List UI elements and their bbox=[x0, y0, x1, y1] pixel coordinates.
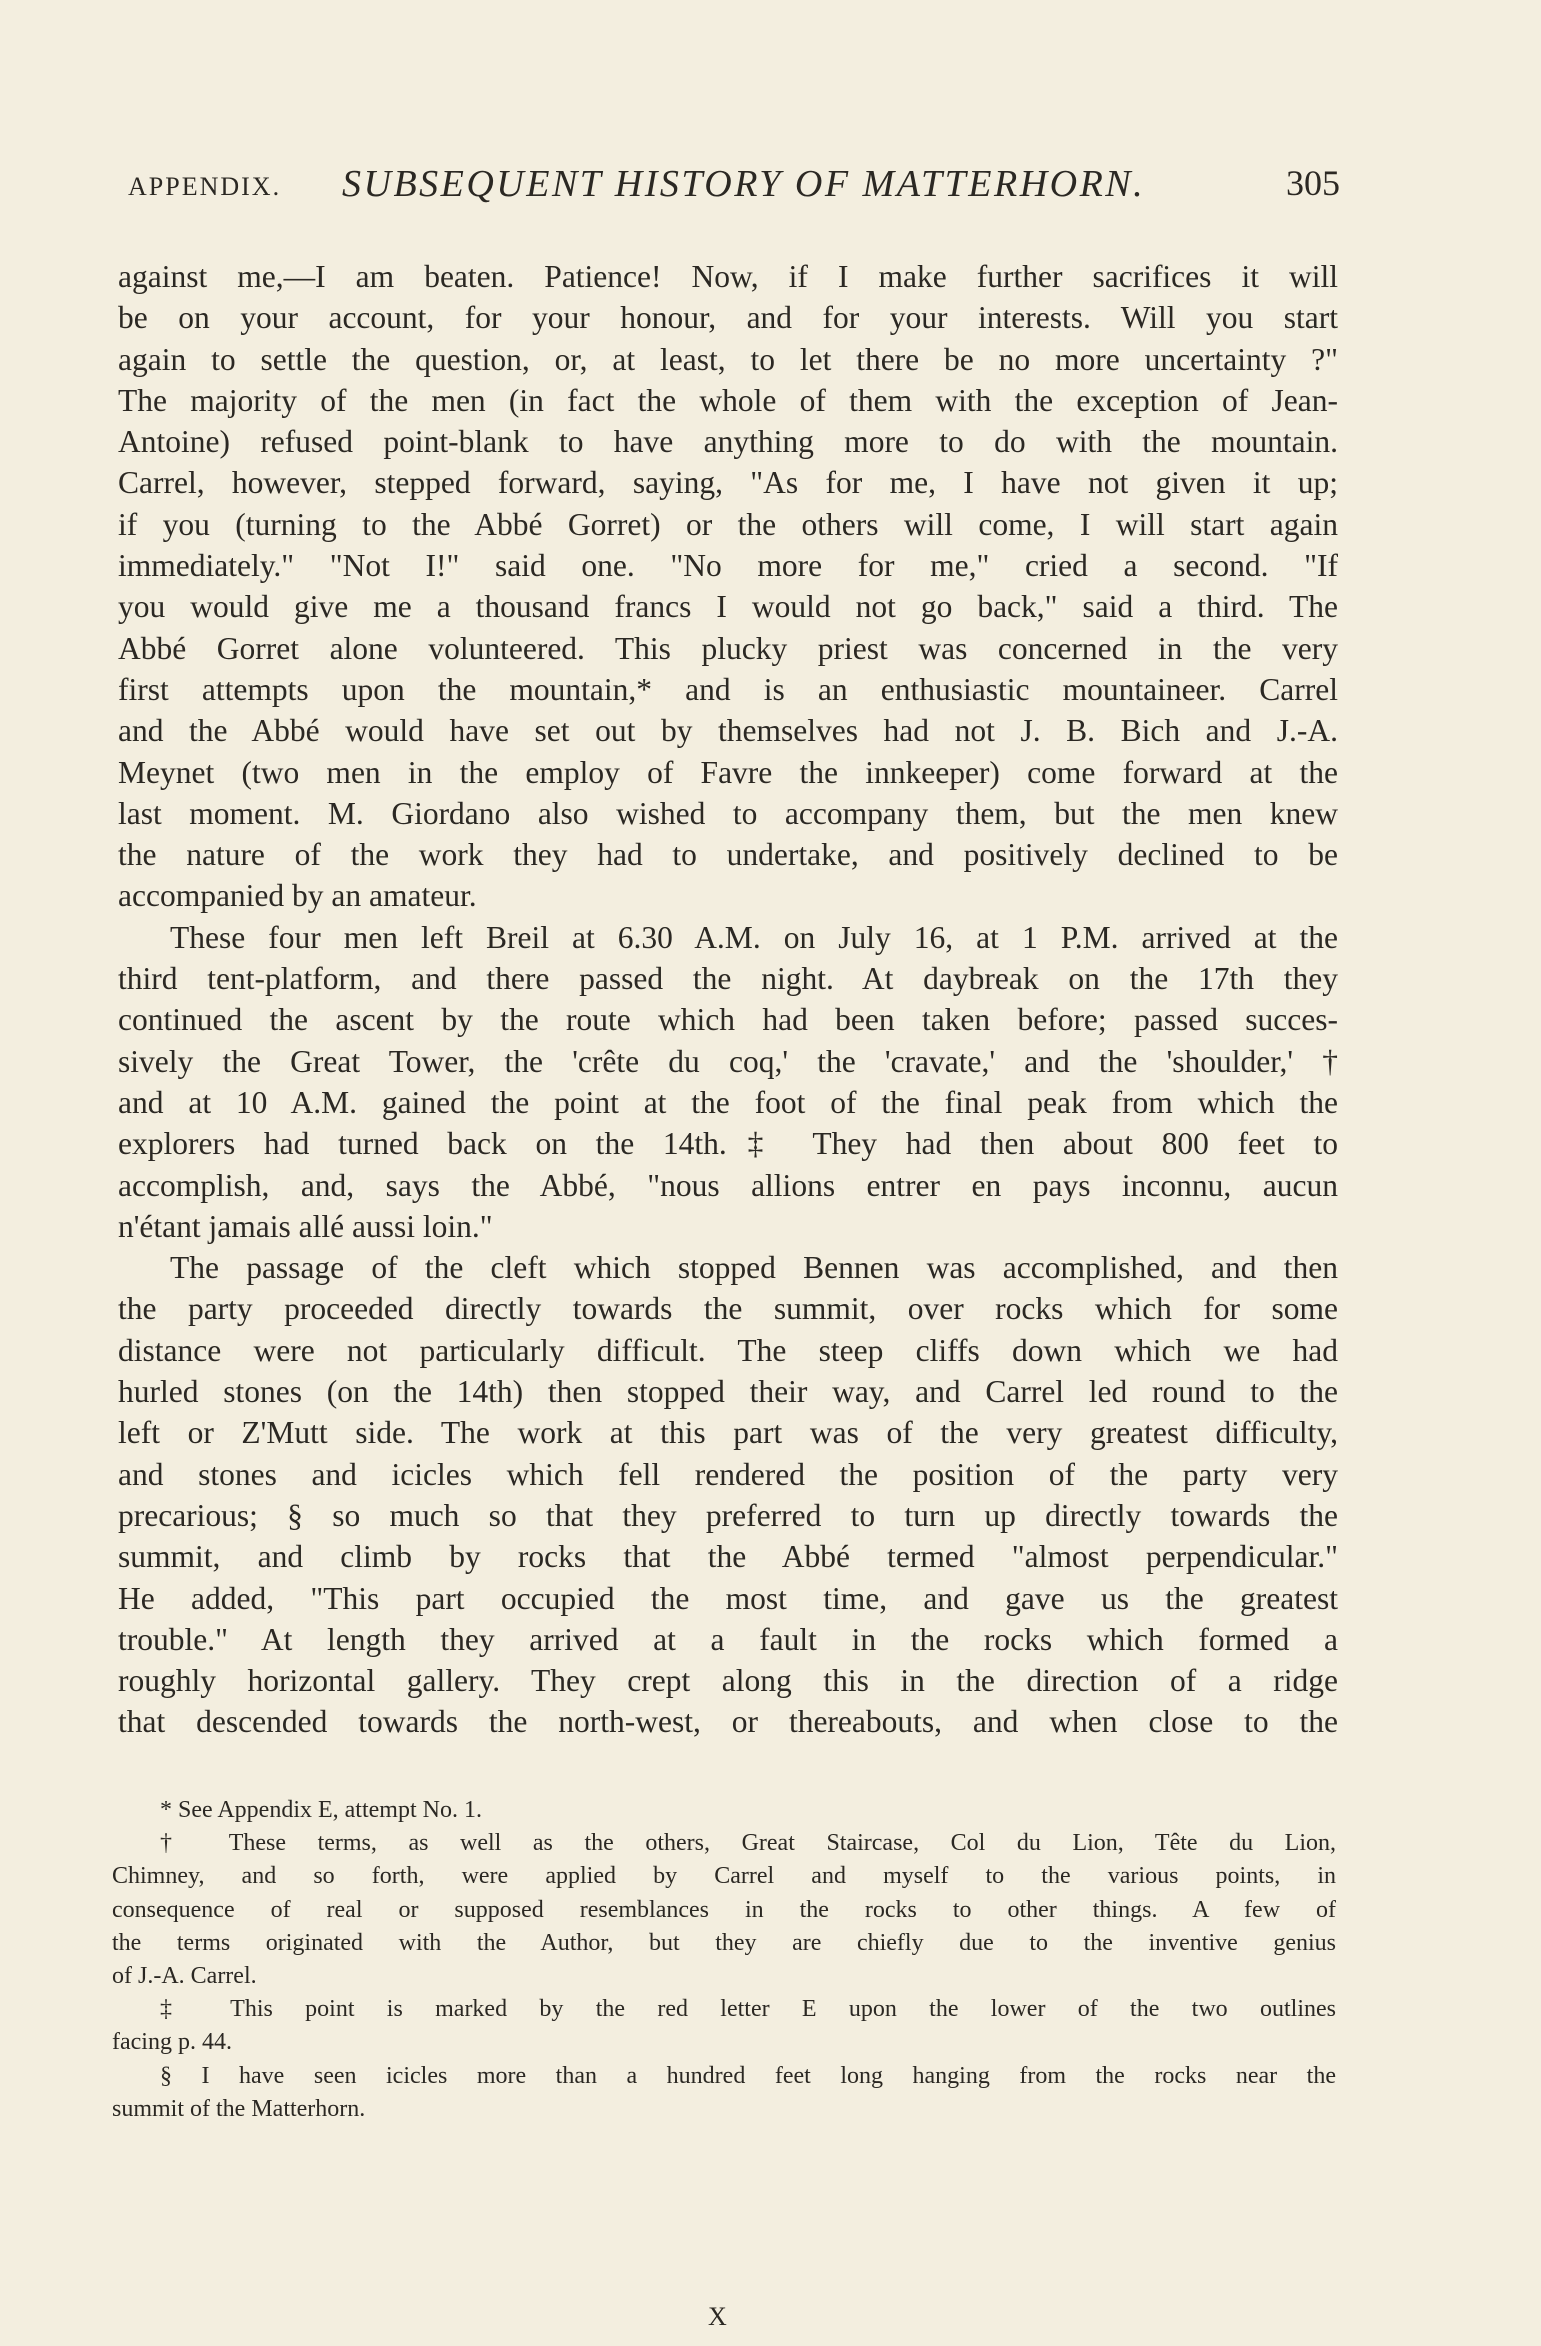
text-line: explorers had turned back on the 14th.‡ They had then about 800 feet to bbox=[118, 1126, 1338, 1162]
text-line: against me,—I am beaten. Patience! Now, if I make further sacrifices it will bbox=[118, 259, 1338, 294]
text-line: third tent-platform, and there passed the night. At daybreak on the 17th they bbox=[118, 961, 1338, 997]
footnote-line: summit of the Matterhorn. bbox=[112, 2095, 366, 2122]
text-line: trouble." At length they arrived at a fault in the rocks which formed a bbox=[118, 1621, 1338, 1657]
text-line: He added, "This part occupied the most time, and gave us the greatest bbox=[118, 1580, 1338, 1616]
text-line: hurled stones (on the 14th) then stopped their way, and Carrel led round to the bbox=[118, 1374, 1338, 1410]
header-title: SUBSEQUENT HISTORY OF MATTERHORN. bbox=[342, 163, 1146, 205]
text-line: Carrel, however, stepped forward, saying, "As for me, I have not given it up; bbox=[118, 465, 1338, 501]
signature-mark: X bbox=[708, 2302, 729, 2331]
footnote-line: of J.-A. Carrel. bbox=[112, 1962, 257, 1989]
text-line: left or Z'Mutt side. The work at this part was of the very greatest difficulty, bbox=[118, 1415, 1338, 1451]
text-line: if you (turning to the Abbé Gorret) or the others will come, I will start again bbox=[118, 506, 1338, 542]
text-line: first attempts upon the mountain,* and is an enthusiastic mountaineer. Carrel bbox=[118, 671, 1338, 707]
text-line: precarious; § so much so that they preferred to turn up directly towards the bbox=[118, 1497, 1338, 1533]
text-line: and stones and icicles which fell rendered the position of the party very bbox=[118, 1456, 1338, 1492]
text-line: that descended towards the north-west, or thereabouts, and when close to the bbox=[118, 1704, 1338, 1740]
text-line: again to settle the question, or, at least, to let there be no more uncertainty ?" bbox=[118, 341, 1338, 377]
text-line: the party proceeded directly towards the summit, over rocks which for some bbox=[118, 1291, 1338, 1327]
text-line: accomplish, and, says the Abbé, "nous allions entrer en pays inconnu, aucun bbox=[118, 1167, 1338, 1203]
text-line: Abbé Gorret alone volunteered. This plucky priest was concerned in the very bbox=[118, 630, 1338, 666]
footnote-line: † These terms, as well as the others, Great Staircase, Col du Lion, Tête du Lion, bbox=[160, 1830, 1336, 1857]
text-line: Antoine) refused point-blank to have anything more to do with the mountain. bbox=[118, 424, 1338, 460]
text-line: The majority of the men (in fact the whole of them with the exception of Jean- bbox=[118, 382, 1338, 418]
text-line: n'étant jamais allé aussi loin." bbox=[118, 1208, 493, 1244]
footnote-line: * See Appendix E, attempt No. 1. bbox=[160, 1797, 482, 1823]
footnote-line: consequence of real or supposed resemblances in the rocks to other things. A few of bbox=[112, 1896, 1336, 1923]
footnotes bbox=[112, 1794, 1336, 2126]
text-line: last moment. M. Giordano also wished to accompany them, but the men knew bbox=[118, 795, 1338, 831]
running-header bbox=[128, 162, 1340, 206]
text-line: distance were not particularly difficult. The steep cliffs down which we had bbox=[118, 1332, 1338, 1368]
text-line: The passage of the cleft which stopped Bennen was accomplished, and then bbox=[170, 1250, 1338, 1286]
header-section-label: APPENDIX. bbox=[128, 172, 282, 201]
text-line: be on your account, for your honour, and for your interests. Will you start bbox=[118, 300, 1338, 336]
text-line: Meynet (two men in the employ of Favre the innkeeper) come forward at the bbox=[118, 754, 1338, 790]
page-number: 305 bbox=[1286, 163, 1340, 203]
footnote-line: the terms originated with the Author, but they are chiefly due to the inventive genius bbox=[112, 1929, 1336, 1956]
text-line: and at 10 A.M. gained the point at the foot of the final peak from which the bbox=[118, 1084, 1338, 1120]
text-line: you would give me a thousand francs I would not go back," said a third. The bbox=[118, 589, 1338, 625]
text-line: the nature of the work they had to undertake, and positively declined to be bbox=[118, 837, 1338, 873]
footnote-line: facing p. 44. bbox=[112, 2029, 232, 2056]
text-line: continued the ascent by the route which had been taken before; passed succes- bbox=[118, 1002, 1338, 1038]
text-line: and the Abbé would have set out by themselves had not J. B. Bich and J.-A. bbox=[118, 713, 1338, 749]
text-line: roughly horizontal gallery. They crept along this in the direction of a ridge bbox=[118, 1663, 1338, 1699]
footnote-line: Chimney, and so forth, were applied by Carrel and myself to the various points, in bbox=[112, 1863, 1336, 1890]
footnote-line: ‡ This point is marked by the red letter E upon the lower of the two outlines bbox=[160, 1996, 1336, 2023]
text-line: immediately." "Not I!" said one. "No more for me," cried a second. "If bbox=[118, 548, 1338, 584]
text-line: sively the Great Tower, the 'crête du coq,' the 'cravate,' and the 'shoulder,' † bbox=[118, 1043, 1338, 1079]
footnote-line: § I have seen icicles more than a hundred feet long hanging from the rocks near the bbox=[160, 2062, 1336, 2089]
text-line: summit, and climb by rocks that the Abbé termed "almost perpendicular." bbox=[118, 1539, 1338, 1575]
body-text bbox=[118, 256, 1338, 1743]
text-line: accompanied by an amateur. bbox=[118, 878, 477, 914]
text-line: These four men left Breil at 6.30 A.M. on July 16, at 1 P.M. arrived at the bbox=[170, 919, 1338, 955]
